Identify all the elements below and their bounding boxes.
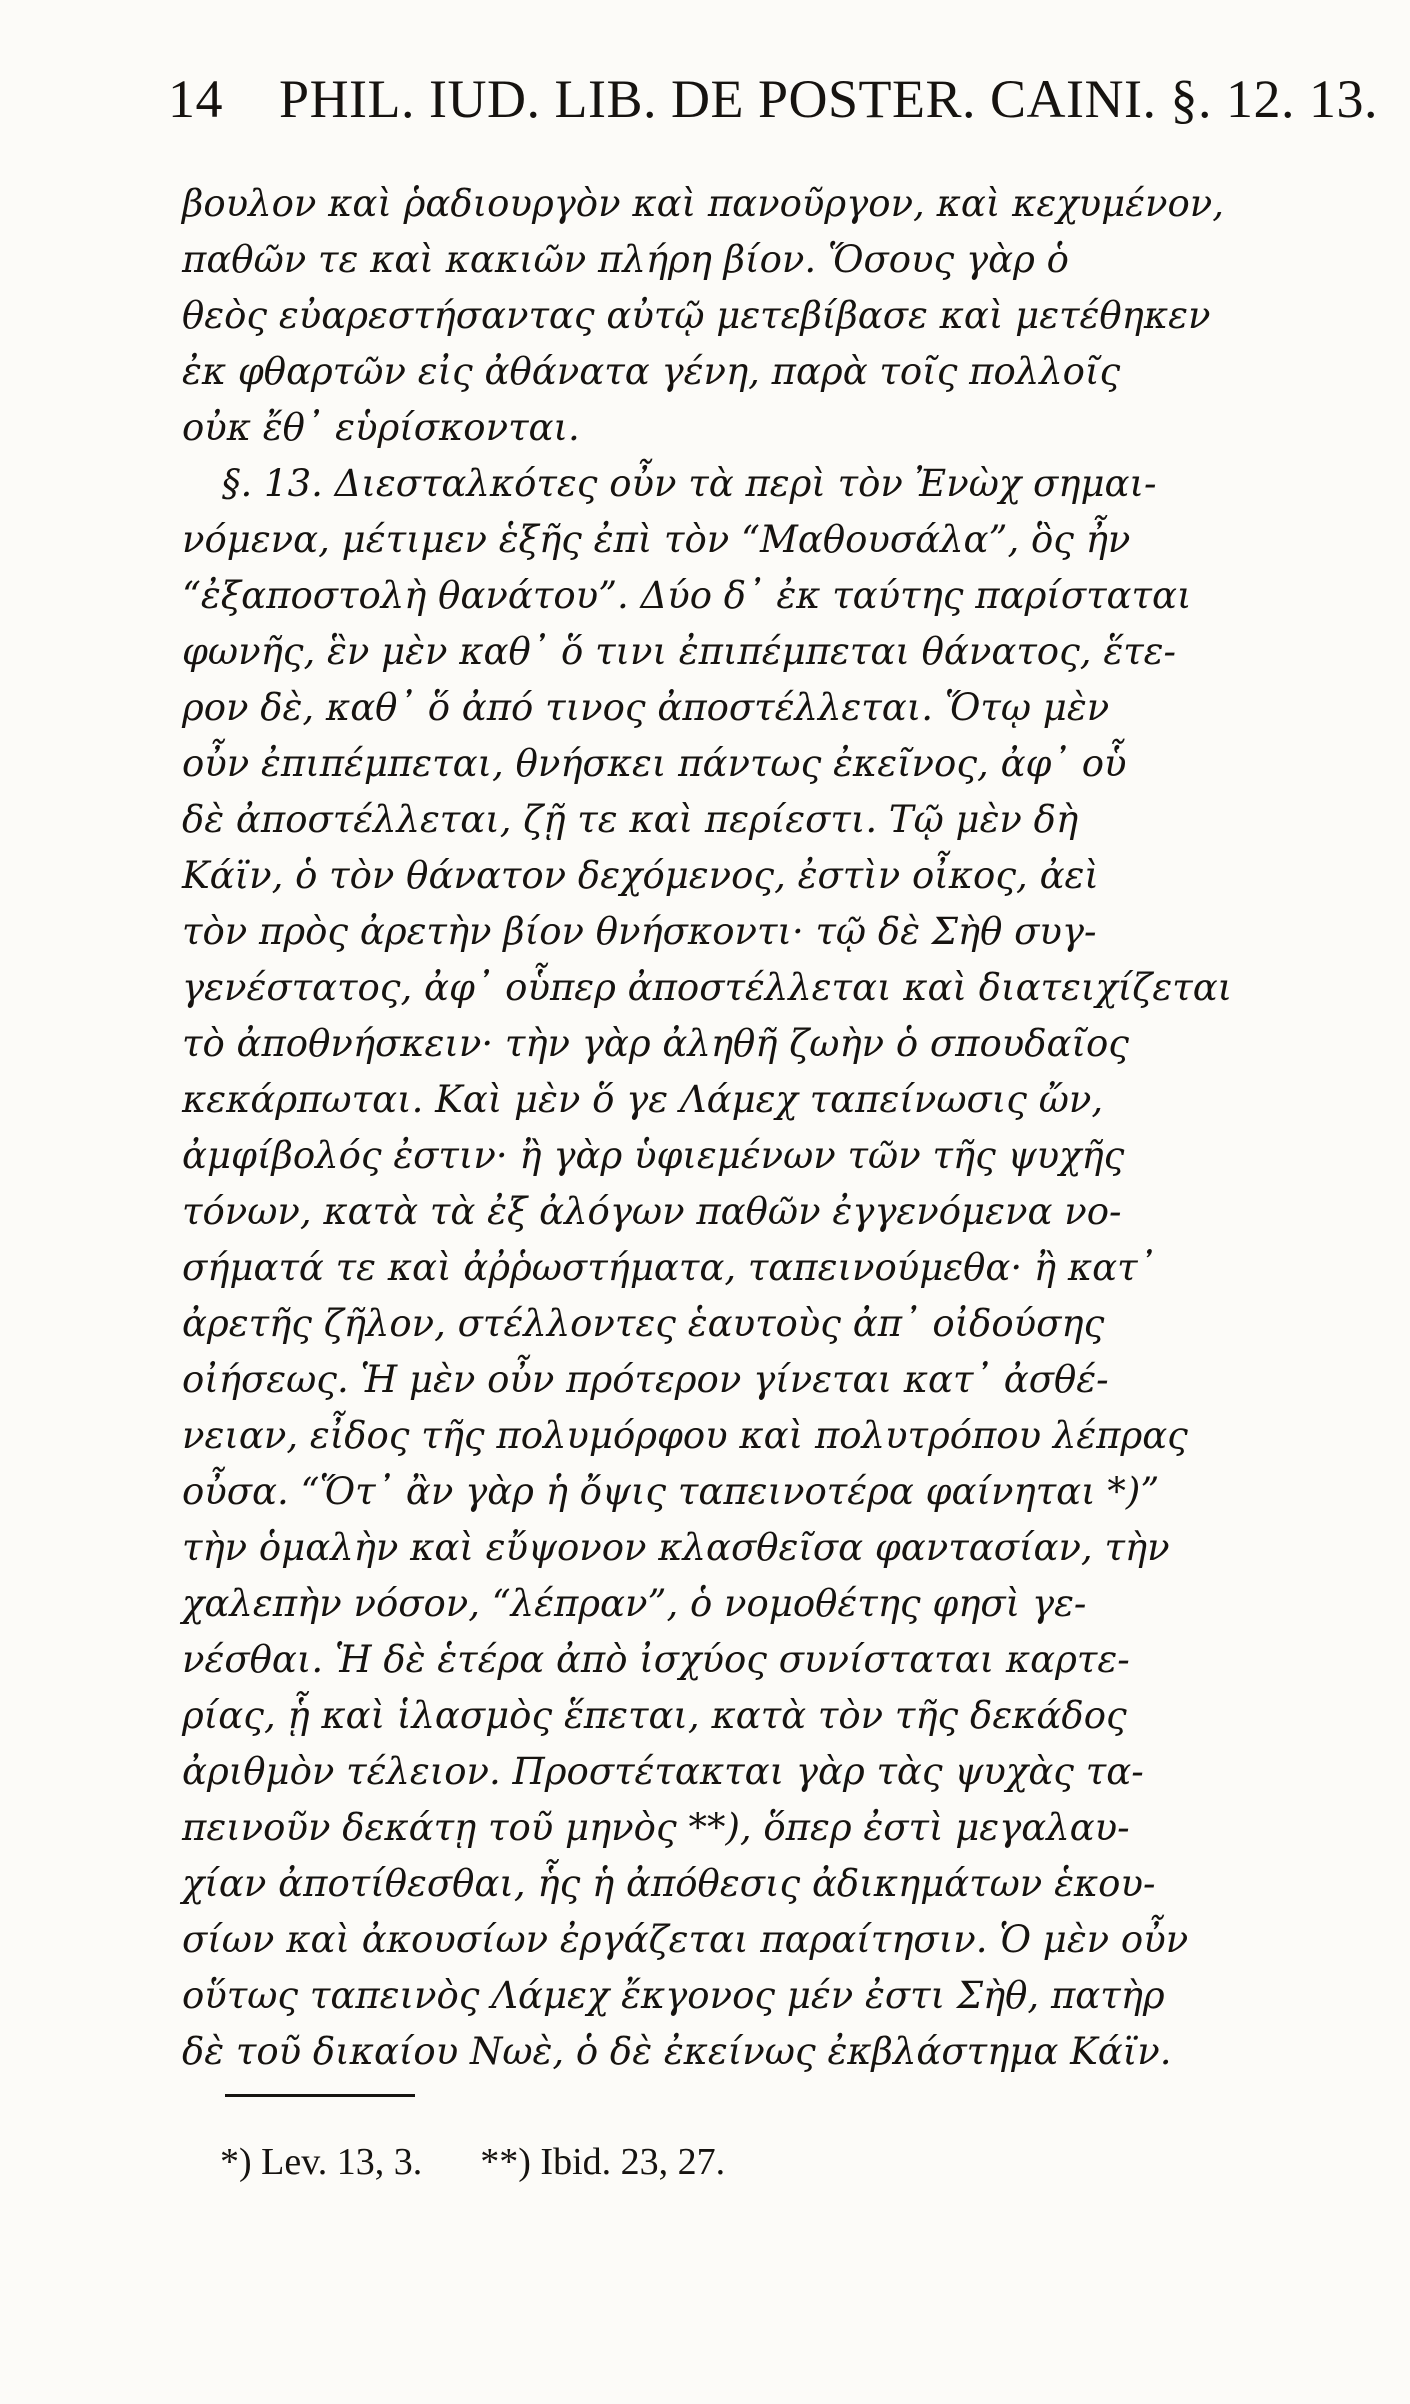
text-line: σίων καὶ ἀκουσίων ἐργάζεται παραίτησιν. Ὁ μὲν οὖν — [182, 1918, 1189, 1961]
text-line: θεὸς εὐαρεστήσαντας αὐτῷ μετεβίβασε καὶ μετέθηκεν — [182, 294, 1211, 337]
text-line: τόνων, κατὰ τὰ ἐξ ἀλόγων παθῶν ἐγγενόμενα νο- — [182, 1190, 1122, 1233]
footnote-divider — [225, 2094, 415, 2097]
text-line: ἀμφίβολός ἐστιν· ἢ γὰρ ὑφιεμένων τῶν τῆς ψυχῆς — [182, 1134, 1125, 1177]
text-line: γενέστατος, ἀφ᾽ οὗπερ ἀποστέλλεται καὶ διατειχίζεται — [182, 966, 1233, 1009]
text-line: τὸ ἀποθνήσκειν· τὴν γὰρ ἀληθῆ ζωὴν ὁ σπουδαῖος — [182, 1022, 1130, 1065]
text-line: νέσθαι. Ἡ δὲ ἑτέρα ἀπὸ ἰσχύος συνίσταται καρτε- — [182, 1638, 1130, 1681]
text-line: βουλον καὶ ῥαδιουργὸν καὶ πανοῦργον, καὶ κεχυμένον, — [182, 182, 1225, 225]
section-heading-line: §. 13. Διεσταλκότες οὖν τὰ περὶ τὸν Ἐνὼχ σημαι- — [222, 462, 1157, 505]
text-line: νειαν, εἶδος τῆς πολυμόρφου καὶ πολυτρόπου λέπρας — [182, 1414, 1188, 1457]
text-line: πεινοῦν δεκάτῃ τοῦ μηνὸς **), ὅπερ ἐστὶ μεγαλαυ- — [182, 1806, 1130, 1849]
text-line: δὲ τοῦ δικαίου Νωὲ, ὁ δὲ ἐκείνως ἐκβλάστημα Κάϊν. — [182, 2030, 1172, 2073]
text-line: τὸν πρὸς ἀρετὴν βίον θνήσκοντι· τῷ δὲ Σὴθ συγ- — [182, 910, 1097, 953]
text-line: ἐκ φθαρτῶν εἰς ἀθάνατα γένη, παρὰ τοῖς πολλοῖς — [182, 350, 1121, 393]
text-line: “ἐξαποστολὴ θανάτου”. Δύο δ᾽ ἐκ ταύτης παρίσταται — [182, 574, 1192, 617]
footnotes — [220, 2140, 1120, 2198]
running-head — [168, 68, 1378, 138]
text-line: χαλεπὴν νόσον, “λέπραν”, ὁ νομοθέτης φησὶ γε- — [182, 1582, 1087, 1625]
running-title: PHIL. IUD. LIB. DE POSTER. CAINI. §. 12. 13. — [279, 69, 1378, 129]
text-line: παθῶν τε καὶ κακιῶν πλήρη βίον. Ὅσους γὰρ ὁ — [182, 238, 1069, 281]
text-line: οὖν ἐπιπέμπεται, θνήσκει πάντως ἐκεῖνος, ἀφ᾽ οὗ — [182, 742, 1127, 785]
text-line: ἀριθμὸν τέλειον. Προστέτακται γὰρ τὰς ψυχὰς τα- — [182, 1750, 1144, 1793]
text-line: κεκάρπωται. Καὶ μὲν ὅ γε Λάμεχ ταπείνωσις ὤν, — [182, 1078, 1104, 1121]
text-line: Κάϊν, ὁ τὸν θάνατον δεχόμενος, ἐστὶν οἶκος, ἀεὶ — [182, 854, 1099, 897]
text-line: ρον δὲ, καθ᾽ ὅ ἀπό τινος ἀποστέλλεται. Ὅτῳ μὲν — [182, 686, 1110, 729]
text-line: σήματά τε καὶ ἀῤῥωστήματα, ταπεινούμεθα· ἢ κατ᾽ — [182, 1246, 1157, 1289]
text-line: τὴν ὁμαλὴν καὶ εὔψονον κλασθεῖσα φαντασίαν, τὴν — [182, 1526, 1170, 1569]
text-line: οὕτως ταπεινὸς Λάμεχ ἔκγονος μέν ἐστι Σὴθ, πατὴρ — [182, 1974, 1165, 2017]
text-line: οἰήσεως. Ἡ μὲν οὖν πρότερον γίνεται κατ᾽ ἀσθέ- — [182, 1358, 1109, 1401]
text-line: ἀρετῆς ζῆλον, στέλλοντες ἑαυτοὺς ἀπ᾽ οἰδούσης — [182, 1302, 1105, 1345]
text-line: οὐκ ἔθ᾽ εὑρίσκονται. — [182, 406, 580, 449]
text-line: νόμενα, μέτιμεν ἑξῆς ἐπὶ τὸν “Μαθουσάλα”, ὃς ἦν — [182, 518, 1131, 561]
footnote-ibid: **) Ibid. 23, 27. — [480, 2141, 726, 2183]
text-line: δὲ ἀποστέλλεται, ζῇ τε καὶ περίεστι. Τῷ μὲν δὴ — [182, 798, 1079, 841]
footnote-lev: *) Lev. 13, 3. — [220, 2141, 423, 2183]
page-number: 14 — [168, 69, 223, 129]
text-line: οὖσα. “Ὅτ᾽ ἂν γὰρ ἡ ὄψις ταπεινοτέρα φαίνηται *)” — [182, 1470, 1160, 1513]
text-line: ρίας, ᾗ καὶ ἱλασμὸς ἕπεται, κατὰ τὸν τῆς δεκάδος — [182, 1694, 1127, 1737]
text-line: χίαν ἀποτίθεσθαι, ἧς ἡ ἀπόθεσις ἀδικημάτων ἑκου- — [182, 1862, 1156, 1905]
text-line: φωνῆς, ἓν μὲν καθ᾽ ὅ τινι ἐπιπέμπεται θάνατος, ἕτε- — [182, 630, 1177, 673]
greek-text-block — [182, 182, 1382, 2073]
